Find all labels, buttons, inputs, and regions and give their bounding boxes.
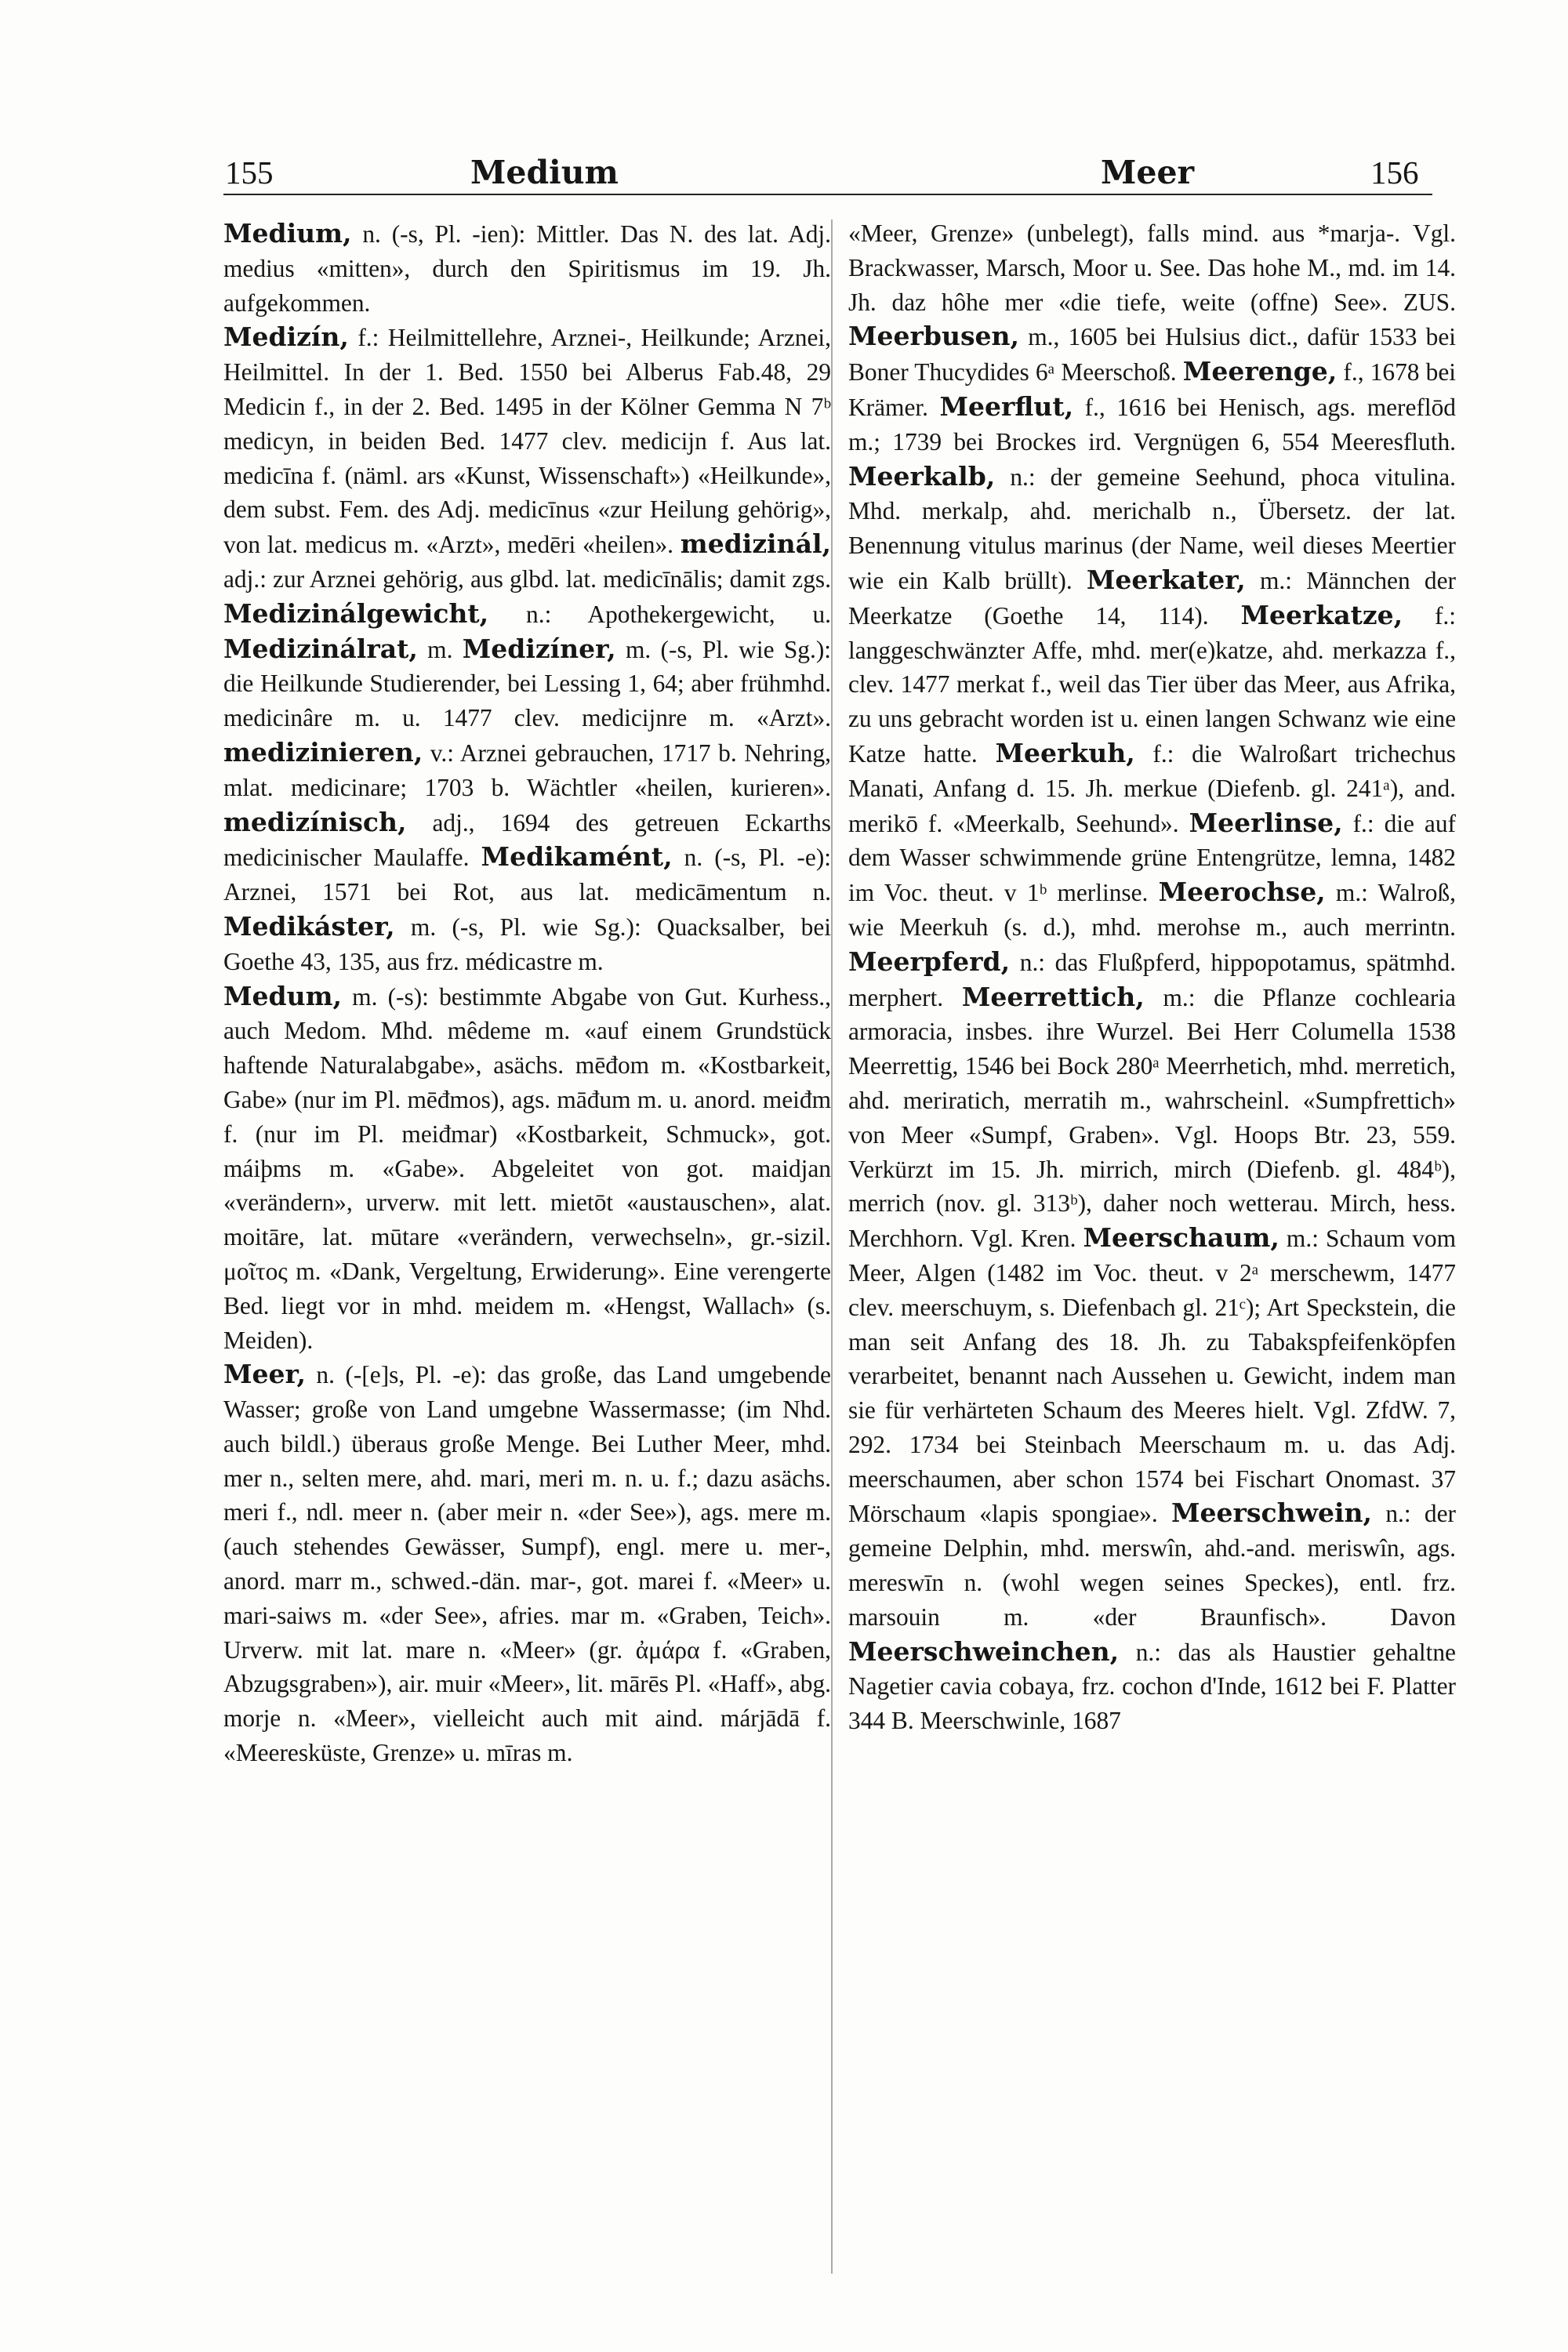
headword: Medum, xyxy=(223,980,342,1011)
headword: Medium, xyxy=(223,218,352,249)
entry-text: f., 1678 bei Krämer. xyxy=(848,358,1456,421)
entry-text: f.: Heilmittellehre, Arznei-, Heilkunde; Arznei, Heilmittel. In der 1. Bed. 1550 bei Alberus Fab.48, 29 Medicin f., in der 2. Bed. 1495 in der Kölner Gemma N 7ᵇ medicyn, in beiden Bed. 1477 clev. medicijn f. Aus lat. medicīna f. (näml. ars «Kunst, Wissenschaft») «Heilkunde», dem subst. Fem. des Adj. medicīnus «zur Heilung gehörig», von lat. medicus m. «Arzt», medēri «heilen». xyxy=(223,324,831,559)
headword: Medikamént, xyxy=(481,841,673,873)
entry-text: n.: Apothekergewicht, u. xyxy=(488,600,831,628)
dictionary-entry xyxy=(848,216,1456,1738)
entry-text: f.: langgeschwänzter Affe, mhd. mer(e)katze, ahd. merkazza f., clev. 1477 merkat f., weil das Tier über das Meer, aus Afrika, zu uns gebracht worden ist u. einen langen Schwanz wie eine Katze hatte. xyxy=(848,601,1456,768)
dictionary-entry xyxy=(223,979,831,1358)
headword: Meer, xyxy=(223,1359,306,1390)
entry-text: n. (-[e]s, Pl. -e): das große, das Land umgebende Wasser; große von Land umgebne Wassermasse; (im Nhd. auch bildl.) überaus große Menge. Bei Luther Meer, mhd. mer n., selten mere, ahd. mari, meri m. n. u. f.; dazu asächs. meri f., ndl. meer n. (aber meir n. «der See»), ags. mere m. (auch stehendes Gewässer, Sumpf), engl. mere u. mer-, anord. marr m., schwed.-dän. mar-, got. marei f. «Meer» u. mari-saiws m. «der See», afries. mar m. «Graben, Teich». Urverw. mit lat. mare n. «Meer» (gr. ἀμάρα f. «Graben, Abzugsgraben»), air. muir «Meer», lit. mārēs Pl. «Haff», abg. morje n. «Meer», vielleicht auch mit aind. márjādā f. «Meeresküste, Grenze» u. mīras m. xyxy=(223,1361,831,1767)
entry-text: n.: das Flußpferd, hippopotamus, spätmhd. merphert. xyxy=(848,948,1456,1011)
headword: Meerschweinchen, xyxy=(848,1635,1120,1667)
headword: medizínisch, xyxy=(223,806,407,837)
entry-text: f.: die auf dem Wasser schwimmende grüne Entengrütze, lemna, 1482 im Voc. theut. v 1ᵇ merlinse. xyxy=(848,809,1456,907)
headword: Meerbusen, xyxy=(848,321,1020,352)
headword: Meerlinse, xyxy=(1189,807,1343,838)
left-page-number: 155 xyxy=(225,154,274,191)
headword: Meerschwein, xyxy=(1171,1497,1373,1529)
entry-text: m., 1605 bei Hulsius dict., dafür 1533 bei Boner Thucydides 6ᵃ Meerschoß. xyxy=(848,323,1456,387)
header-rule xyxy=(223,194,1432,195)
right-column xyxy=(848,216,1456,2286)
entry-text: adj.: zur Arznei gehörig, aus glbd. lat. medicīnālis; damit zgs. xyxy=(223,564,831,593)
headword: Meerflut, xyxy=(939,390,1074,422)
dictionary-entry xyxy=(223,1357,831,1770)
entry-text: n.: das als Haustier gehaltne Nagetier cavia cobaya, frz. cochon d'Inde, 1612 bei F. Platter 344 B. Meerschwinle, 1687 xyxy=(848,1638,1456,1735)
headword: Meerrettich, xyxy=(961,981,1145,1012)
left-running-head: Medium xyxy=(470,154,619,191)
entry-text: f.: die Walroßart trichechus Manati, Anfang d. 15. Jh. merkue (Diefenb. gl. 241ᵃ), and. merikō f. «Meerkalb, Seehund». xyxy=(848,739,1456,837)
dictionary-entry xyxy=(223,216,831,320)
headword: Meerkalb, xyxy=(848,460,996,492)
entry-text: v.: Arznei gebrauchen, 1717 b. Nehring, mlat. medicinare; 1703 b. Wächtler «heilen, kurieren». xyxy=(223,739,831,801)
headword: Meerkuh, xyxy=(995,737,1135,768)
headword: Meerkater, xyxy=(1086,564,1246,595)
left-column xyxy=(223,216,831,2286)
entry-text: adj., 1694 des getreuen Eckarths medicinischer Maulaffe. xyxy=(223,808,831,872)
entry-text: n. (-s, Pl. -ien): Mittler. Das N. des lat. Adj. medius «mitten», durch den Spiritismus im 19. Jh. aufgekommen. xyxy=(223,220,831,317)
headword: medizinál, xyxy=(680,528,831,560)
entry-text: m.: Männchen der Meerkatze (Goethe 14, 114). xyxy=(848,566,1456,630)
entry-text: n.: der gemeine Delphin, mhd. merswîn, ahd.-and. meriswîn, ags. mereswīn n. (wohl wegen seines Speckes), entl. frz. marsouin m. «der Braunfisch». Davon xyxy=(848,1500,1456,1631)
right-running-head: Meer xyxy=(1101,154,1195,191)
entry-text: n.: der gemeine Seehund, phoca vitulina. Mhd. merkalp, ahd. merichalb n., Übersetz. der lat. Benennung vitulus marinus (der Name, weil dieses Meertier wie ein Kalb brüllt). xyxy=(848,463,1456,594)
dictionary-entry xyxy=(223,320,831,978)
entry-text: m. (-s, Pl. wie Sg.): die Heilkunde Studierender, bei Lessing 1, 64; aber frühmhd. medicinâre m. u. 1477 clev. medicijnre m. «Arzt». xyxy=(223,635,831,732)
entry-text: m. (-s, Pl. wie Sg.): Quacksalber, bei Goethe 43, 135, aus frz. médicastre m. xyxy=(223,913,831,975)
entry-text: m.: die Pflanze cochlearia armoracia, insbes. ihre Wurzel. Bei Herr Columella 1538 Meerrettig, 1546 bei Bock 280ᵃ Meerrhetich, mhd. merretich, ahd. meriratich, merratih m., wahrscheinl. «Sumpfrettich» von Meer «Sumpf, Graben». Vgl. Hoops Btr. 23, 559. Verkürzt im 15. Jh. mirrich, mirch (Diefenb. gl. 484ᵇ), merrich (nov. gl. 313ᵇ), daher noch wetterau. Mirch, hess. Merchhorn. Vgl. Kren. xyxy=(848,983,1456,1253)
entry-text: «Meer, Grenze» (unbelegt), falls mind. aus *marja-. Vgl. Brackwasser, Marsch, Moor u. See. Das hohe M., md. im 14. Jh. daz hôhe mer «die tiefe, weite (offne) See». ZUS. xyxy=(848,220,1456,316)
entry-text: f., 1616 bei Henisch, ags. mereflōd m.; 1739 bei Brockes ird. Vergnügen 6, 554 Meeresfluth. xyxy=(848,393,1456,456)
entry-text: m. (-s): bestimmte Abgabe von Gut. Kurhess., auch Medom. Mhd. mêdeme m. «auf einem Grundstück haftende Naturalabgabe», asächs. mēđom m. «Kostbarkeit, Gabe» (nur im Pl. mēđmos), ags. māđum m. u. anord. meiđm f. (nur im Pl. meiđmar) «Kostbarkeit, Schmuck», got. máiþms m. «Gabe». Abgeleitet von got. maidjan «verändern», urverw. mit lett. mietōt «austauschen», alat. moitāre, lat. mūtare «verändern, verwechseln», gr.-sizil. μοῖτος m. «Dank, Vergeltung, Erwiderung». Eine verengerte Bed. liegt vor in mhd. meidem m. «Hengst, Wallach» (s. Meiden). xyxy=(223,982,831,1354)
entry-text: m. xyxy=(417,635,463,663)
entry-text: m.: Schaum vom Meer, Algen (1482 im Voc. theut. v 2ᵃ merschewm, 1477 clev. meerschuym, s. Diefenbach gl. 21ᶜ); Art Speckstein, die man seit Anfang des 18. Jh. zu Tabakspfeifenköpfen verarbeitet, benannt nach Aussehen u. Gewicht, indem man sie für verhärteten Schaum des Meeres hielt. Vgl. ZfdW. 7, 292. 1734 bei Steinbach Meerschaum m. u. das Adj. meerschaumen, aber schon 1574 bei Fischart Onomast. 37 Mörschaum «lapis spongiae». xyxy=(848,1225,1456,1528)
headword: Medizíner, xyxy=(462,633,616,664)
headword: Meerpferd, xyxy=(848,946,1011,977)
entry-text: m.: Walroß, wie Meerkuh (s. d.), mhd. merohse m., auch merrintn. xyxy=(848,879,1456,941)
column-separator xyxy=(831,220,833,2274)
headword: medizinieren, xyxy=(223,736,423,768)
headword: Meerschaum, xyxy=(1083,1222,1279,1254)
headword: Medizinálrat, xyxy=(223,633,418,664)
entry-text: n. (-s, Pl. -e): Arznei, 1571 bei Rot, aus lat. medicāmentum n. xyxy=(223,844,831,906)
headword: Meerenge, xyxy=(1182,356,1338,387)
headword: Medikáster, xyxy=(223,910,395,942)
right-page-number: 156 xyxy=(1370,154,1419,191)
headword: Meerochse, xyxy=(1158,877,1326,908)
headword: Meerkatze, xyxy=(1240,599,1403,630)
headword: Medizín, xyxy=(223,321,349,353)
headword: Medizinálgewicht, xyxy=(223,597,489,629)
